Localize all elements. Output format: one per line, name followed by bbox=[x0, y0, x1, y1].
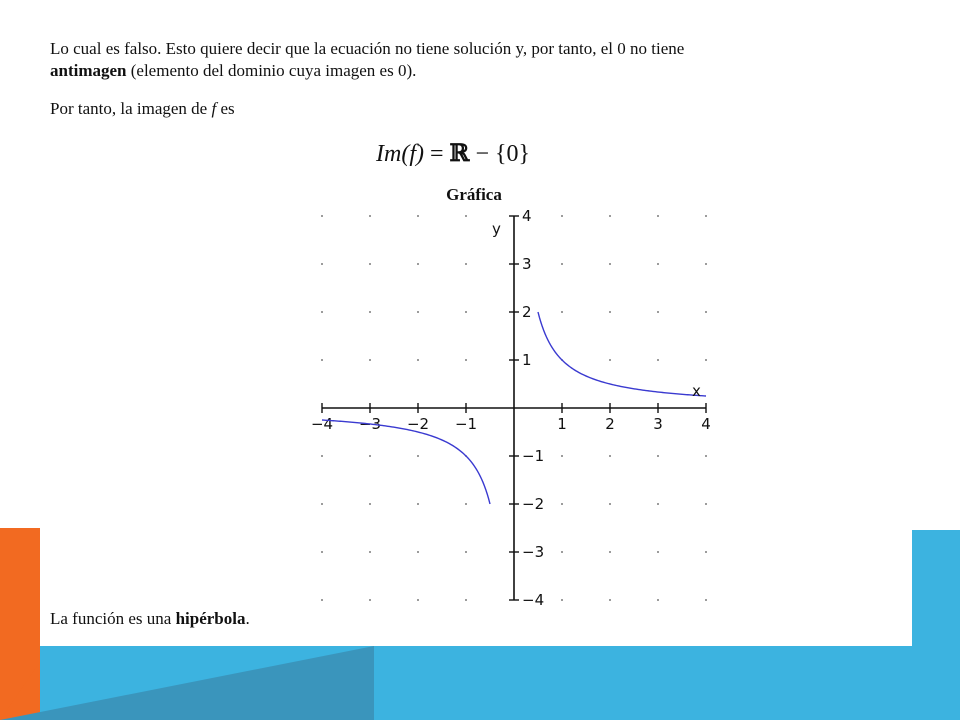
x-tick-label: 2 bbox=[605, 415, 615, 433]
grid-dot bbox=[369, 359, 371, 361]
paragraph-antimagen bbox=[50, 38, 684, 82]
grid-dot bbox=[657, 551, 659, 553]
grid-dot bbox=[705, 551, 707, 553]
grid-dot bbox=[417, 359, 419, 361]
grid-dot bbox=[417, 311, 419, 313]
grid-dot bbox=[417, 455, 419, 457]
grid-dot bbox=[705, 455, 707, 457]
grid-dot bbox=[705, 503, 707, 505]
grid-dot bbox=[561, 263, 563, 265]
x-tick-label: 3 bbox=[653, 415, 663, 433]
grid-dot bbox=[561, 311, 563, 313]
paragraph-imagen-post: es bbox=[216, 99, 235, 118]
paragraph-line-1: Lo cual es falso. Esto quiere decir que la ecuación no tiene solución y, por tanto, el 0 no tiene bbox=[50, 39, 685, 58]
grid-dot bbox=[369, 311, 371, 313]
grid-dot bbox=[369, 455, 371, 457]
grid-dot bbox=[609, 311, 611, 313]
grid-dot bbox=[417, 599, 419, 601]
grid-dot bbox=[705, 215, 707, 217]
grid-dot bbox=[657, 263, 659, 265]
x-tick-label: 4 bbox=[701, 415, 711, 433]
y-axis-label: y bbox=[492, 220, 501, 238]
grid-dot bbox=[369, 599, 371, 601]
grid-dot bbox=[609, 455, 611, 457]
grid-dot bbox=[609, 503, 611, 505]
grid-dot bbox=[561, 551, 563, 553]
grid-dot bbox=[657, 455, 659, 457]
y-tick-label: −1 bbox=[522, 447, 545, 465]
x-tick-label: −1 bbox=[454, 415, 478, 433]
grid-dot bbox=[417, 263, 419, 265]
hyperbola-chart bbox=[272, 207, 722, 609]
paragraph-hiperbola bbox=[50, 608, 250, 630]
grid-dot bbox=[321, 551, 323, 553]
formula-reals: ℝ bbox=[449, 138, 470, 167]
grid-dot bbox=[417, 215, 419, 217]
y-tick-label: 4 bbox=[522, 207, 532, 225]
grid-dot bbox=[561, 503, 563, 505]
term-hiperbola: hipérbola bbox=[175, 609, 246, 628]
paragraph-imagen-pre: Por tanto, la imagen de bbox=[50, 99, 212, 118]
grid-dot bbox=[369, 263, 371, 265]
paragraph-imagen bbox=[50, 98, 235, 120]
term-antimagen: antimagen bbox=[50, 61, 127, 80]
paragraph-hiperbola-post: . bbox=[245, 609, 250, 628]
x-tick-label: −2 bbox=[406, 415, 430, 433]
hyperbola-branch bbox=[538, 312, 706, 396]
x-tick-label: −4 bbox=[310, 415, 334, 433]
slide-content-card bbox=[40, 0, 912, 646]
grid-dot bbox=[705, 359, 707, 361]
image-formula bbox=[376, 138, 530, 168]
grid-dot bbox=[657, 215, 659, 217]
x-tick-label: −3 bbox=[358, 415, 382, 433]
grid-dot bbox=[321, 263, 323, 265]
grid-dot bbox=[465, 599, 467, 601]
grid-dot bbox=[465, 551, 467, 553]
y-tick-label: 2 bbox=[522, 303, 532, 321]
grid-dot bbox=[609, 263, 611, 265]
grid-dot bbox=[321, 455, 323, 457]
grid-dot bbox=[417, 551, 419, 553]
paragraph-hiperbola-pre: La función es una bbox=[50, 609, 176, 628]
y-tick-label: 3 bbox=[522, 255, 532, 273]
grid-dot bbox=[657, 503, 659, 505]
grid-dot bbox=[705, 599, 707, 601]
grid-dot bbox=[369, 503, 371, 505]
grid-dot bbox=[609, 215, 611, 217]
grid-dot bbox=[561, 599, 563, 601]
x-axis-label: x bbox=[692, 382, 701, 400]
y-tick-label: −2 bbox=[522, 495, 545, 513]
grid-dot bbox=[465, 215, 467, 217]
formula-im: Im bbox=[376, 141, 402, 167]
grid-dot bbox=[321, 359, 323, 361]
grid-dot bbox=[417, 503, 419, 505]
grid-dot bbox=[369, 551, 371, 553]
blue-accent-dark-triangle bbox=[0, 646, 374, 720]
grid-dot bbox=[657, 311, 659, 313]
paragraph-line-2-rest: (elemento del dominio cuya imagen es 0). bbox=[126, 61, 417, 80]
grid-dot bbox=[369, 215, 371, 217]
grid-dot bbox=[321, 311, 323, 313]
grid-dot bbox=[465, 263, 467, 265]
grid-dot bbox=[705, 263, 707, 265]
paragraph-line-2 bbox=[50, 60, 684, 82]
formula-minus-zero: − {0} bbox=[469, 141, 531, 167]
graph-title: Gráfica bbox=[446, 185, 502, 204]
formula-arg: (f) bbox=[401, 141, 424, 167]
grid-dot bbox=[465, 503, 467, 505]
y-tick-label: 1 bbox=[522, 351, 532, 369]
grid-dot bbox=[321, 503, 323, 505]
function-symbol: f bbox=[211, 99, 217, 118]
grid-dot bbox=[609, 551, 611, 553]
y-tick-label: −4 bbox=[522, 591, 545, 609]
x-tick-label: 1 bbox=[557, 415, 567, 433]
grid-dot bbox=[561, 455, 563, 457]
grid-dot bbox=[705, 311, 707, 313]
grid-dot bbox=[561, 215, 563, 217]
grid-dot bbox=[465, 311, 467, 313]
grid-dot bbox=[321, 599, 323, 601]
grid-dot bbox=[465, 359, 467, 361]
grid-dot bbox=[657, 359, 659, 361]
grid-dot bbox=[321, 215, 323, 217]
grid-dot bbox=[657, 599, 659, 601]
y-tick-label: −3 bbox=[522, 543, 545, 561]
grid-dot bbox=[609, 599, 611, 601]
grid-dot bbox=[609, 359, 611, 361]
formula-equals: = bbox=[423, 141, 450, 167]
